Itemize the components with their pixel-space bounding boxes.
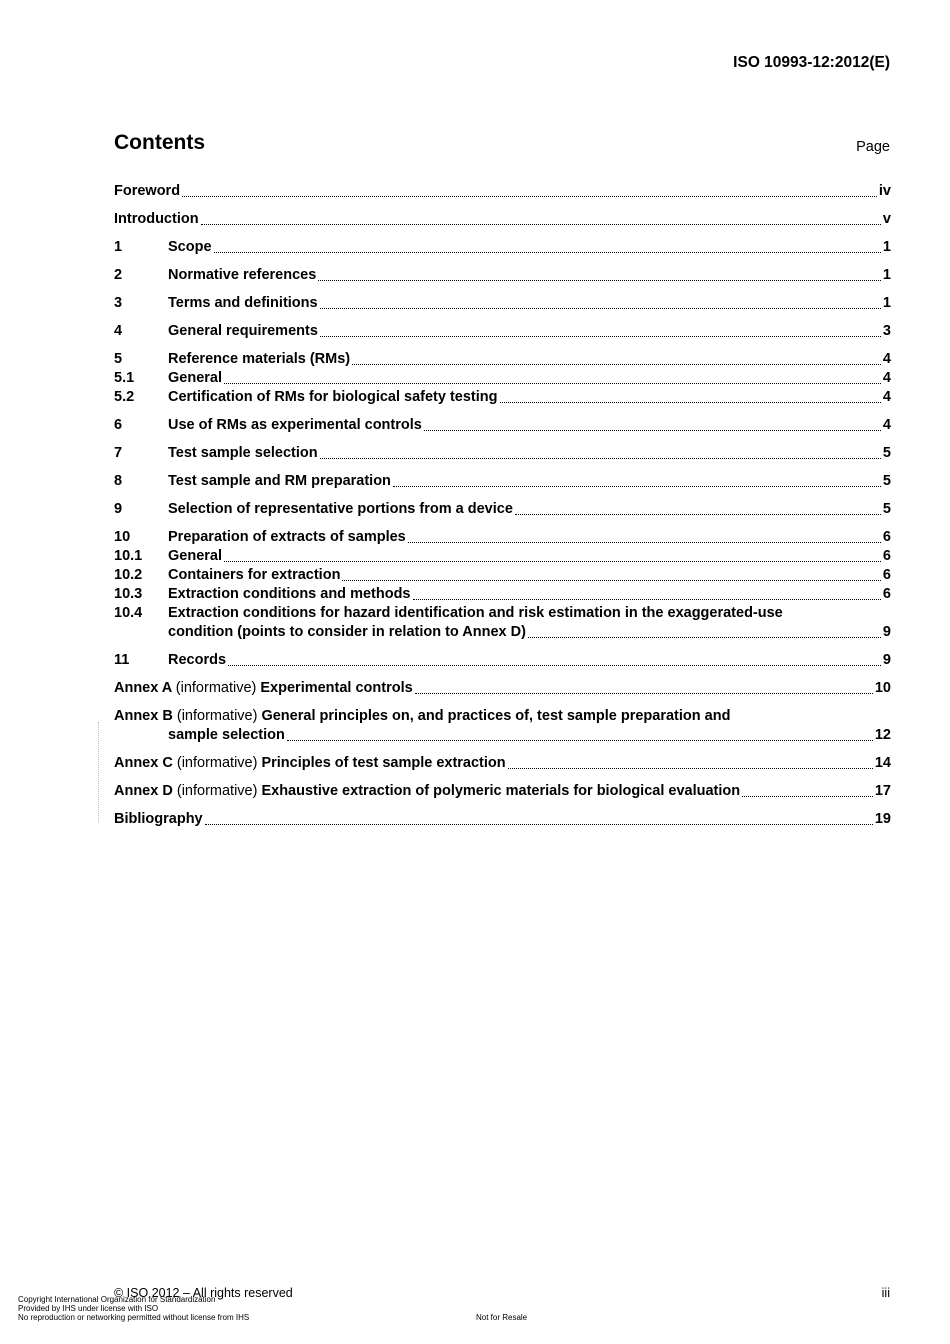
footer-page-number: iii xyxy=(881,1286,890,1300)
toc-page: 14 xyxy=(874,755,891,771)
leader-dots xyxy=(201,224,881,225)
toc-page: 3 xyxy=(882,323,891,339)
leader-dots xyxy=(393,486,881,487)
toc-title: General xyxy=(168,370,222,386)
toc-entry-10-2[interactable] xyxy=(114,566,891,585)
annex-label: Annex A xyxy=(114,680,172,696)
leader-dots xyxy=(287,740,873,741)
toc-page: iv xyxy=(878,183,891,199)
license-line: No reproduction or networking permitted without license from IHS xyxy=(18,1313,250,1322)
toc-title: Reference materials (RMs) xyxy=(168,351,351,367)
annex-note: (informative) xyxy=(176,755,258,771)
annex-heading xyxy=(114,782,740,801)
toc-entry-annex-c[interactable] xyxy=(114,754,891,773)
leader-dots xyxy=(528,637,881,638)
toc-number: 7 xyxy=(114,445,123,461)
toc-page: 6 xyxy=(882,567,891,583)
toc-number: 10.1 xyxy=(114,548,143,564)
toc-title-line1: Extraction conditions for hazard identification and risk estimation in the exaggerated-use xyxy=(168,605,783,621)
table-of-contents xyxy=(114,182,891,829)
toc-title: Selection of representative portions from a device xyxy=(168,501,513,517)
toc-page: 6 xyxy=(882,586,891,602)
toc-entry-bibliography[interactable] xyxy=(114,810,891,829)
toc-page: 6 xyxy=(882,548,891,564)
toc-page: 5 xyxy=(882,445,891,461)
toc-entry-2[interactable] xyxy=(114,266,891,285)
toc-title: General requirements xyxy=(168,323,318,339)
toc-title: Scope xyxy=(168,239,212,255)
leader-dots xyxy=(413,599,881,600)
toc-page: 1 xyxy=(882,239,891,255)
leader-dots xyxy=(214,252,881,253)
annex-title: Principles of test sample extraction xyxy=(261,755,506,771)
toc-entry-9[interactable] xyxy=(114,500,891,519)
toc-entry-1[interactable] xyxy=(114,238,891,257)
toc-entry-3[interactable] xyxy=(114,294,891,313)
leader-dots xyxy=(352,364,881,365)
leader-dots xyxy=(205,824,873,825)
annex-title-line1: General principles on, and practices of, test sample preparation and xyxy=(261,708,731,724)
leader-dots xyxy=(500,402,881,403)
toc-page: 4 xyxy=(882,370,891,386)
toc-entry-4[interactable] xyxy=(114,322,891,341)
annex-label: Annex B xyxy=(114,708,173,724)
leader-dots xyxy=(424,430,881,431)
toc-number: 8 xyxy=(114,473,123,489)
toc-title-line2: condition (points to consider in relation to Annex D) xyxy=(168,624,526,640)
annex-heading xyxy=(114,679,413,698)
toc-title: Terms and definitions xyxy=(168,295,318,311)
toc-number: 6 xyxy=(114,417,123,433)
annex-heading xyxy=(114,754,506,773)
annex-label: Annex C xyxy=(114,755,173,771)
toc-page: 4 xyxy=(882,417,891,433)
toc-number: 3 xyxy=(114,295,123,311)
license-line: Provided by IHS under license with ISO xyxy=(18,1304,159,1313)
toc-page: 17 xyxy=(874,783,891,799)
toc-title: Extraction conditions and methods xyxy=(168,586,411,602)
toc-page: 9 xyxy=(882,652,891,668)
page-column-label: Page xyxy=(856,139,890,155)
leader-dots xyxy=(320,308,881,309)
toc-entry-10-3[interactable] xyxy=(114,585,891,604)
leader-dots xyxy=(182,196,877,197)
toc-entry-7[interactable] xyxy=(114,444,891,463)
leader-dots xyxy=(515,514,881,515)
footer-copyright: © ISO 2012 – All rights reserved xyxy=(114,1286,293,1300)
annex-title-line2: sample selection xyxy=(168,727,285,743)
toc-title: Records xyxy=(168,652,227,668)
toc-title: Test sample selection xyxy=(168,445,318,461)
toc-title: Bibliography xyxy=(114,811,203,827)
leader-dots xyxy=(318,280,881,281)
toc-number: 11 xyxy=(114,652,130,668)
annex-note: (informative) xyxy=(176,708,258,724)
toc-entry-5[interactable] xyxy=(114,350,891,369)
margin-mark xyxy=(98,722,100,822)
leader-dots xyxy=(508,768,873,769)
license-line: Copyright International Organization for Standardization xyxy=(18,1295,216,1304)
annex-label: Annex D xyxy=(114,783,173,799)
toc-entry-8[interactable] xyxy=(114,472,891,491)
toc-title: Certification of RMs for biological safety testing xyxy=(168,389,498,405)
toc-title: Containers for extraction xyxy=(168,567,341,583)
toc-number: 1 xyxy=(114,239,123,255)
toc-entry-annex-b[interactable] xyxy=(114,707,891,745)
toc-number: 10 xyxy=(114,529,131,545)
toc-entry-10-4[interactable] xyxy=(114,604,891,642)
toc-page: 9 xyxy=(882,624,891,640)
leader-dots xyxy=(320,458,881,459)
toc-page: 4 xyxy=(882,389,891,405)
leader-dots xyxy=(742,796,873,797)
toc-page: v xyxy=(882,211,891,227)
annex-heading xyxy=(114,707,730,726)
toc-entry-6[interactable] xyxy=(114,416,891,435)
toc-entry-11[interactable] xyxy=(114,651,891,670)
toc-page: 19 xyxy=(874,811,891,827)
annex-note: (informative) xyxy=(175,680,257,696)
toc-title: General xyxy=(168,548,222,564)
toc-page: 4 xyxy=(882,351,891,367)
toc-number: 5.2 xyxy=(114,389,135,405)
toc-page: 1 xyxy=(882,295,891,311)
toc-number: 5.1 xyxy=(114,370,135,386)
leader-dots xyxy=(415,693,873,694)
annex-title: Exhaustive extraction of polymeric materials for biological evaluation xyxy=(261,783,741,799)
toc-page: 10 xyxy=(874,680,891,696)
toc-number: 9 xyxy=(114,501,123,517)
toc-entry-5-2[interactable] xyxy=(114,388,891,407)
leader-dots xyxy=(224,561,881,562)
leader-dots xyxy=(228,665,881,666)
leader-dots xyxy=(224,383,881,384)
toc-page: 5 xyxy=(882,501,891,517)
page-title: Contents xyxy=(114,131,205,154)
toc-title: Introduction xyxy=(114,211,199,227)
toc-entry-5-1[interactable] xyxy=(114,369,891,388)
not-for-resale: Not for Resale xyxy=(476,1313,528,1322)
annex-note: (informative) xyxy=(176,783,258,799)
toc-entry-annex-d[interactable] xyxy=(114,782,891,801)
toc-entry-foreword[interactable] xyxy=(114,182,891,201)
toc-entry-10[interactable] xyxy=(114,528,891,547)
toc-entry-annex-a[interactable] xyxy=(114,679,891,698)
toc-title: Foreword xyxy=(114,183,181,199)
toc-number: 10.3 xyxy=(114,586,143,602)
toc-number: 2 xyxy=(114,267,123,283)
toc-number: 5 xyxy=(114,351,123,367)
toc-title: Use of RMs as experimental controls xyxy=(168,417,422,433)
leader-dots xyxy=(320,336,881,337)
document-header: ISO 10993-12:2012(E) xyxy=(733,54,890,71)
leader-dots xyxy=(342,580,881,581)
toc-title: Preparation of extracts of samples xyxy=(168,529,406,545)
toc-page: 12 xyxy=(874,727,891,743)
toc-number: 4 xyxy=(114,323,123,339)
toc-page: 5 xyxy=(882,473,891,489)
toc-title: Normative references xyxy=(168,267,317,283)
annex-title: Experimental controls xyxy=(260,680,413,696)
toc-entry-10-1[interactable] xyxy=(114,547,891,566)
toc-number: 10.4 xyxy=(114,605,143,621)
toc-number: 10.2 xyxy=(114,567,143,583)
toc-page: 6 xyxy=(882,529,891,545)
leader-dots xyxy=(408,542,881,543)
toc-entry-introduction[interactable] xyxy=(114,210,891,229)
toc-title: Test sample and RM preparation xyxy=(168,473,391,489)
toc-page: 1 xyxy=(882,267,891,283)
